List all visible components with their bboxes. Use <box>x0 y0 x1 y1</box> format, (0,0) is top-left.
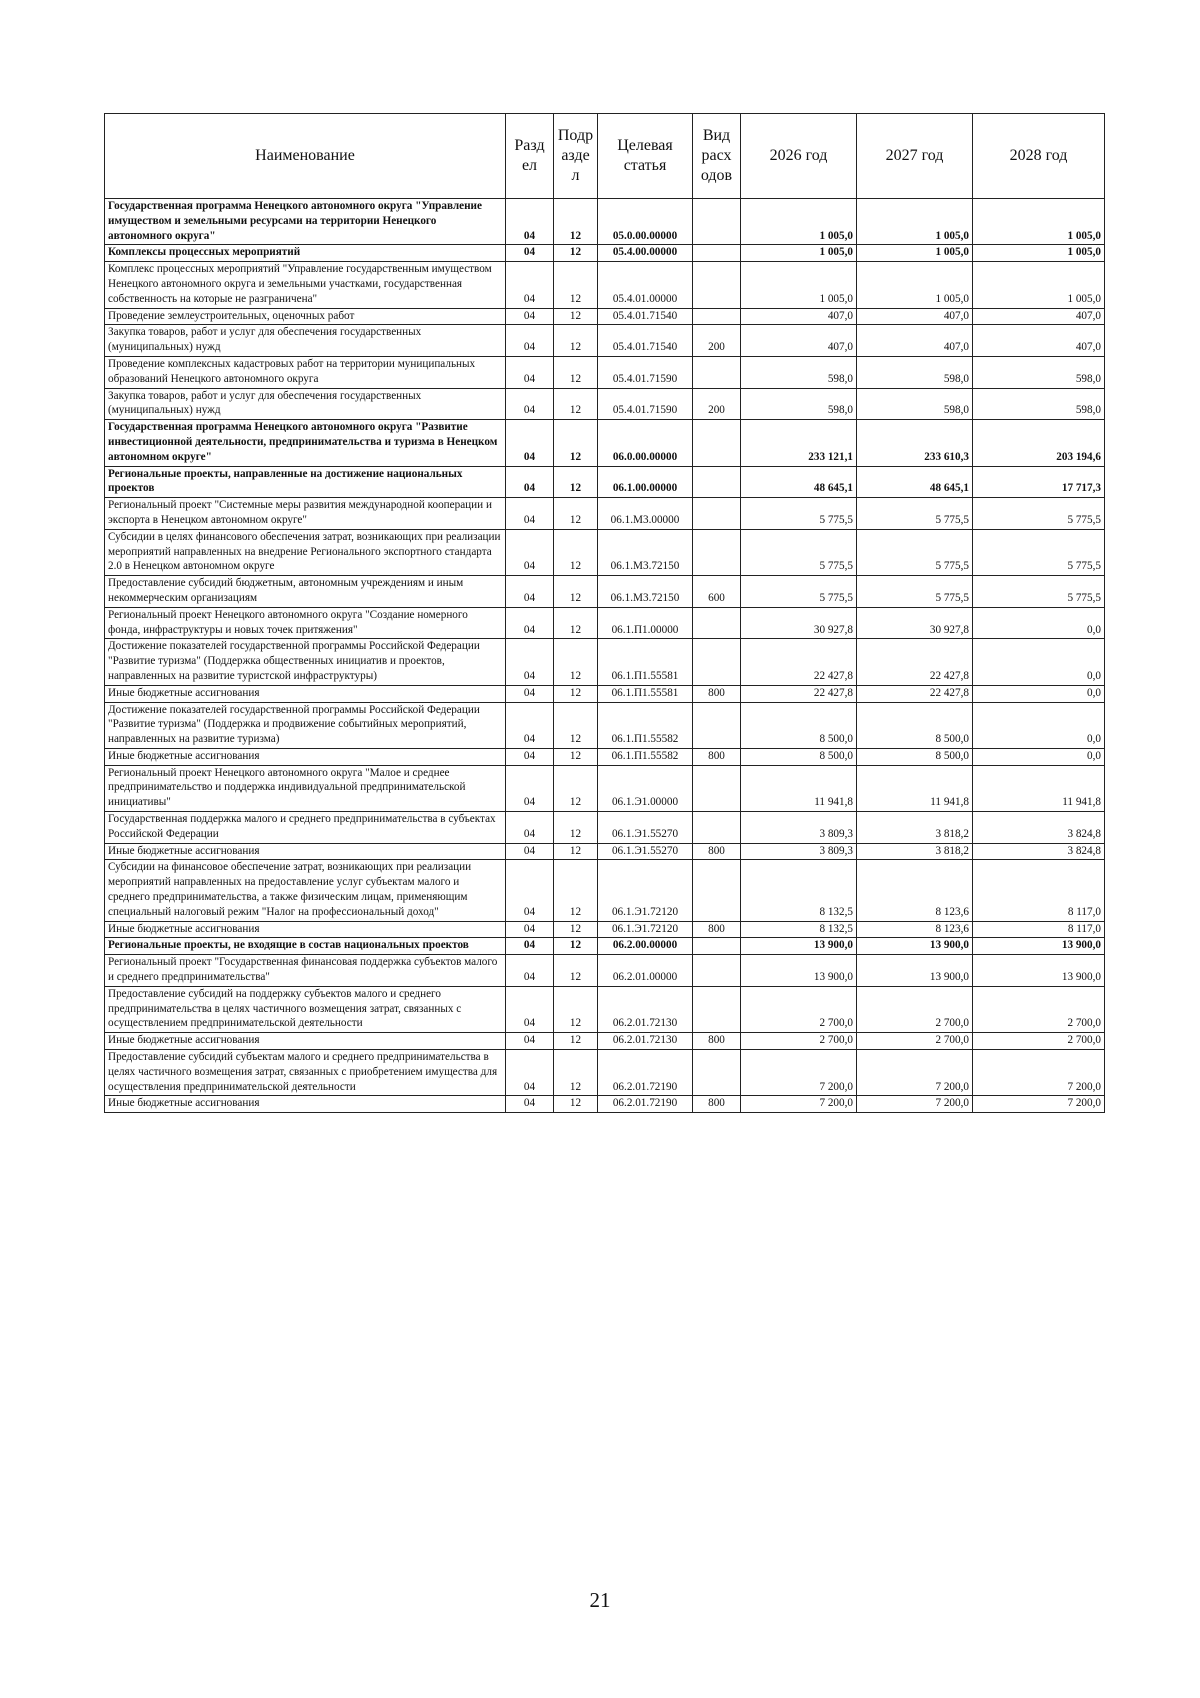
cell-amount-2027: 407,0 <box>857 325 973 357</box>
cell-amount-2027: 5 775,5 <box>857 529 973 575</box>
cell-name: Достижение показателей государственной программы Российской Федерации "Развитие туризма" (Поддержка общественных инициатив и проектов, направленных на развитие туристской инфраструктуры) <box>105 639 506 685</box>
table-body <box>105 199 1105 1113</box>
cell-amount-2027: 233 610,3 <box>857 420 973 466</box>
cell-amount-2028: 3 824,8 <box>973 843 1105 860</box>
cell-name: Комплексы процессных мероприятий <box>105 245 506 262</box>
cell-article: 06.2.01.00000 <box>598 955 693 987</box>
cell-amount-2026: 5 775,5 <box>741 576 857 608</box>
cell-amount-2028: 5 775,5 <box>973 576 1105 608</box>
cell-amount-2028: 2 700,0 <box>973 1033 1105 1050</box>
table-row <box>105 356 1105 388</box>
cell-amount-2026: 7 200,0 <box>741 1050 857 1096</box>
cell-subsection: 12 <box>554 529 598 575</box>
cell-article: 06.1.Э1.00000 <box>598 765 693 811</box>
cell-expense-type: 200 <box>693 325 741 357</box>
cell-section: 04 <box>506 843 554 860</box>
cell-amount-2026: 8 132,5 <box>741 921 857 938</box>
cell-amount-2027: 1 005,0 <box>857 262 973 308</box>
cell-amount-2028: 8 117,0 <box>973 921 1105 938</box>
cell-subsection: 12 <box>554 685 598 702</box>
cell-subsection: 12 <box>554 1050 598 1096</box>
cell-section: 04 <box>506 1096 554 1113</box>
cell-section: 04 <box>506 685 554 702</box>
cell-amount-2027: 13 900,0 <box>857 955 973 987</box>
cell-expense-type <box>693 245 741 262</box>
cell-section: 04 <box>506 765 554 811</box>
cell-name: Региональные проекты, направленные на достижение национальных проектов <box>105 466 506 498</box>
cell-amount-2027: 8 123,6 <box>857 921 973 938</box>
cell-amount-2027: 598,0 <box>857 388 973 420</box>
cell-amount-2027: 3 818,2 <box>857 843 973 860</box>
table-row <box>105 986 1105 1032</box>
cell-article: 05.4.00.00000 <box>598 245 693 262</box>
cell-expense-type <box>693 356 741 388</box>
cell-amount-2027: 22 427,8 <box>857 639 973 685</box>
cell-subsection: 12 <box>554 1096 598 1113</box>
cell-section: 04 <box>506 1033 554 1050</box>
table-row <box>105 245 1105 262</box>
cell-expense-type: 800 <box>693 843 741 860</box>
cell-amount-2028: 598,0 <box>973 356 1105 388</box>
cell-amount-2028: 0,0 <box>973 702 1105 748</box>
cell-name: Иные бюджетные ассигнования <box>105 1033 506 1050</box>
cell-section: 04 <box>506 325 554 357</box>
cell-name: Государственная программа Ненецкого автономного округа "Управление имуществом и земельными ресурсами на территории Ненецкого автономного округа" <box>105 199 506 245</box>
cell-amount-2027: 30 927,8 <box>857 607 973 639</box>
cell-amount-2027: 5 775,5 <box>857 498 973 530</box>
cell-expense-type <box>693 420 741 466</box>
page-number: 21 <box>589 1588 611 1612</box>
cell-article: 05.4.01.71590 <box>598 388 693 420</box>
cell-name: Проведение комплексных кадастровых работ на территории муниципальных образований Ненецкого автономного округа <box>105 356 506 388</box>
cell-amount-2028: 11 941,8 <box>973 765 1105 811</box>
cell-section: 04 <box>506 388 554 420</box>
cell-section: 04 <box>506 607 554 639</box>
header-subsection: Подр азде л <box>554 114 598 199</box>
cell-amount-2026: 22 427,8 <box>741 685 857 702</box>
cell-amount-2026: 1 005,0 <box>741 245 857 262</box>
cell-amount-2027: 598,0 <box>857 356 973 388</box>
cell-subsection: 12 <box>554 199 598 245</box>
cell-name: Предоставление субсидий субъектам малого и среднего предпринимательства в целях частичного возмещения затрат, связанных с приобретением имущества для осуществления предпринимательской деятельности <box>105 1050 506 1096</box>
cell-name: Комплекс процессных мероприятий "Управление государственным имуществом Ненецкого автономного округа и земельными участками, государственная собственность на которые не разграничена" <box>105 262 506 308</box>
cell-name: Субсидии в целях финансового обеспечения затрат, возникающих при реализации мероприятий направленных на внедрение Регионального экспортного стандарта 2.0 в Ненецком автономном округе <box>105 529 506 575</box>
cell-article: 06.2.01.72190 <box>598 1050 693 1096</box>
cell-section: 04 <box>506 986 554 1032</box>
cell-amount-2027: 8 500,0 <box>857 702 973 748</box>
cell-section: 04 <box>506 955 554 987</box>
cell-expense-type <box>693 1050 741 1096</box>
cell-subsection: 12 <box>554 860 598 921</box>
cell-amount-2027: 2 700,0 <box>857 986 973 1032</box>
cell-article: 06.1.Э1.55270 <box>598 812 693 844</box>
cell-section: 04 <box>506 420 554 466</box>
cell-expense-type <box>693 955 741 987</box>
table-row <box>105 812 1105 844</box>
table-row <box>105 199 1105 245</box>
cell-expense-type <box>693 702 741 748</box>
cell-name: Региональный проект Ненецкого автономного округа "Малое и среднее предпринимательство и поддержка индивидуальной предпринимательской инициативы" <box>105 765 506 811</box>
cell-expense-type: 800 <box>693 685 741 702</box>
cell-amount-2028: 8 117,0 <box>973 860 1105 921</box>
table-row <box>105 639 1105 685</box>
cell-amount-2028: 407,0 <box>973 325 1105 357</box>
cell-name: Предоставление субсидий на поддержку субъектов малого и среднего предпринимательства в целях частичного возмещения затрат, связанных с осуществлением предпринимательской деятельности <box>105 986 506 1032</box>
cell-name: Закупка товаров, работ и услуг для обеспечения государственных (муниципальных) нужд <box>105 325 506 357</box>
cell-section: 04 <box>506 576 554 608</box>
table-row <box>105 765 1105 811</box>
cell-article: 05.0.00.00000 <box>598 199 693 245</box>
cell-subsection: 12 <box>554 765 598 811</box>
table-row <box>105 498 1105 530</box>
cell-expense-type <box>693 765 741 811</box>
cell-amount-2026: 3 809,3 <box>741 812 857 844</box>
cell-expense-type: 200 <box>693 388 741 420</box>
cell-article: 06.2.01.72190 <box>598 1096 693 1113</box>
cell-section: 04 <box>506 199 554 245</box>
cell-amount-2026: 407,0 <box>741 308 857 325</box>
cell-amount-2028: 203 194,6 <box>973 420 1105 466</box>
table-row <box>105 325 1105 357</box>
cell-name: Субсидии на финансовое обеспечение затрат, возникающих при реализации мероприятий направленных на предоставление услуг субъектам малого и среднего предпринимательства, а также физическим лицам, применяющим специальный налоговый режим "Налог на профессиональный доход" <box>105 860 506 921</box>
cell-expense-type <box>693 639 741 685</box>
header-name: Наименование <box>105 114 506 199</box>
budget-table <box>104 113 1105 1113</box>
cell-amount-2027: 407,0 <box>857 308 973 325</box>
cell-section: 04 <box>506 1050 554 1096</box>
cell-article: 06.0.00.00000 <box>598 420 693 466</box>
table-row <box>105 955 1105 987</box>
cell-expense-type <box>693 262 741 308</box>
cell-name: Иные бюджетные ассигнования <box>105 1096 506 1113</box>
cell-amount-2028: 5 775,5 <box>973 529 1105 575</box>
cell-expense-type: 800 <box>693 1096 741 1113</box>
cell-name: Государственная поддержка малого и среднего предпринимательства в субъектах Российской Федерации <box>105 812 506 844</box>
cell-subsection: 12 <box>554 325 598 357</box>
cell-section: 04 <box>506 466 554 498</box>
cell-article: 06.1.Э1.55270 <box>598 843 693 860</box>
table-row <box>105 921 1105 938</box>
cell-amount-2026: 48 645,1 <box>741 466 857 498</box>
table-row <box>105 576 1105 608</box>
table-row <box>105 938 1105 955</box>
cell-amount-2026: 407,0 <box>741 325 857 357</box>
cell-section: 04 <box>506 262 554 308</box>
table-row <box>105 1033 1105 1050</box>
cell-amount-2027: 7 200,0 <box>857 1096 973 1113</box>
cell-name: Иные бюджетные ассигнования <box>105 685 506 702</box>
cell-name: Иные бюджетные ассигнования <box>105 921 506 938</box>
header-section: Разд ел <box>506 114 554 199</box>
cell-expense-type <box>693 812 741 844</box>
cell-amount-2028: 1 005,0 <box>973 199 1105 245</box>
cell-amount-2026: 598,0 <box>741 356 857 388</box>
table-row <box>105 843 1105 860</box>
cell-name: Региональные проекты, не входящие в состав национальных проектов <box>105 938 506 955</box>
cell-amount-2028: 7 200,0 <box>973 1096 1105 1113</box>
cell-expense-type: 600 <box>693 576 741 608</box>
cell-section: 04 <box>506 639 554 685</box>
cell-amount-2028: 13 900,0 <box>973 938 1105 955</box>
header-2027: 2027 год <box>857 114 973 199</box>
cell-amount-2028: 0,0 <box>973 607 1105 639</box>
cell-amount-2028: 13 900,0 <box>973 955 1105 987</box>
cell-subsection: 12 <box>554 812 598 844</box>
cell-article: 06.1.П1.55582 <box>598 702 693 748</box>
cell-article: 06.1.Э1.72120 <box>598 860 693 921</box>
cell-amount-2028: 7 200,0 <box>973 1050 1105 1096</box>
cell-amount-2028: 2 700,0 <box>973 986 1105 1032</box>
cell-subsection: 12 <box>554 466 598 498</box>
cell-amount-2028: 5 775,5 <box>973 498 1105 530</box>
table-header-row <box>105 114 1105 199</box>
cell-section: 04 <box>506 308 554 325</box>
cell-subsection: 12 <box>554 576 598 608</box>
cell-article: 06.2.01.72130 <box>598 986 693 1032</box>
table-row <box>105 466 1105 498</box>
cell-amount-2027: 1 005,0 <box>857 199 973 245</box>
cell-article: 06.1.П1.55581 <box>598 639 693 685</box>
cell-subsection: 12 <box>554 388 598 420</box>
cell-section: 04 <box>506 938 554 955</box>
cell-amount-2028: 0,0 <box>973 685 1105 702</box>
cell-amount-2026: 5 775,5 <box>741 529 857 575</box>
cell-name: Иные бюджетные ассигнования <box>105 748 506 765</box>
cell-subsection: 12 <box>554 607 598 639</box>
header-expense-type: Вид расх одов <box>693 114 741 199</box>
cell-article: 06.1.М3.72150 <box>598 576 693 608</box>
cell-amount-2026: 8 500,0 <box>741 748 857 765</box>
cell-name: Региональный проект Ненецкого автономного округа "Создание номерного фонда, инфраструктуры и новых точек притяжения" <box>105 607 506 639</box>
cell-article: 06.1.П1.55581 <box>598 685 693 702</box>
cell-name: Региональный проект "Государственная финансовая поддержка субъектов малого и среднего предпринимательства" <box>105 955 506 987</box>
cell-amount-2026: 8 500,0 <box>741 702 857 748</box>
cell-article: 05.4.01.71540 <box>598 308 693 325</box>
cell-name: Достижение показателей государственной программы Российской Федерации "Развитие туризма" (Поддержка и продвижение событийных мероприятий, направленных на развитие туризма) <box>105 702 506 748</box>
cell-amount-2026: 13 900,0 <box>741 938 857 955</box>
cell-expense-type: 800 <box>693 748 741 765</box>
cell-subsection: 12 <box>554 262 598 308</box>
table-row <box>105 388 1105 420</box>
table-row <box>105 685 1105 702</box>
cell-article: 06.2.01.72130 <box>598 1033 693 1050</box>
cell-amount-2027: 8 500,0 <box>857 748 973 765</box>
table-row <box>105 607 1105 639</box>
cell-name: Проведение землеустроительных, оценочных работ <box>105 308 506 325</box>
cell-subsection: 12 <box>554 1033 598 1050</box>
cell-article: 06.2.00.00000 <box>598 938 693 955</box>
cell-subsection: 12 <box>554 245 598 262</box>
cell-section: 04 <box>506 498 554 530</box>
cell-amount-2028: 598,0 <box>973 388 1105 420</box>
cell-subsection: 12 <box>554 938 598 955</box>
cell-section: 04 <box>506 860 554 921</box>
cell-expense-type <box>693 199 741 245</box>
cell-subsection: 12 <box>554 748 598 765</box>
cell-section: 04 <box>506 921 554 938</box>
cell-expense-type <box>693 466 741 498</box>
cell-section: 04 <box>506 529 554 575</box>
cell-amount-2027: 1 005,0 <box>857 245 973 262</box>
cell-amount-2026: 8 132,5 <box>741 860 857 921</box>
cell-amount-2027: 5 775,5 <box>857 576 973 608</box>
cell-amount-2027: 2 700,0 <box>857 1033 973 1050</box>
header-2028: 2028 год <box>973 114 1105 199</box>
cell-name: Предоставление субсидий бюджетным, автономным учреждениям и иным некоммерческим организациям <box>105 576 506 608</box>
cell-expense-type <box>693 607 741 639</box>
cell-article: 06.1.М3.72150 <box>598 529 693 575</box>
table-row <box>105 860 1105 921</box>
header-article: Целевая статья <box>598 114 693 199</box>
cell-expense-type: 800 <box>693 1033 741 1050</box>
table-row <box>105 308 1105 325</box>
table-row <box>105 1050 1105 1096</box>
cell-article: 06.1.00.00000 <box>598 466 693 498</box>
cell-amount-2026: 233 121,1 <box>741 420 857 466</box>
cell-amount-2026: 7 200,0 <box>741 1096 857 1113</box>
cell-amount-2028: 1 005,0 <box>973 245 1105 262</box>
cell-expense-type <box>693 860 741 921</box>
cell-amount-2026: 2 700,0 <box>741 986 857 1032</box>
cell-amount-2027: 22 427,8 <box>857 685 973 702</box>
cell-amount-2028: 407,0 <box>973 308 1105 325</box>
cell-amount-2026: 1 005,0 <box>741 199 857 245</box>
cell-amount-2027: 13 900,0 <box>857 938 973 955</box>
cell-article: 06.1.П1.55582 <box>598 748 693 765</box>
cell-amount-2026: 30 927,8 <box>741 607 857 639</box>
cell-amount-2026: 11 941,8 <box>741 765 857 811</box>
cell-expense-type <box>693 986 741 1032</box>
cell-name: Региональный проект "Системные меры развития международной кооперации и экспорта в Ненецком автономном округе" <box>105 498 506 530</box>
cell-expense-type <box>693 529 741 575</box>
cell-amount-2026: 5 775,5 <box>741 498 857 530</box>
table-row <box>105 702 1105 748</box>
table-row <box>105 748 1105 765</box>
cell-amount-2028: 17 717,3 <box>973 466 1105 498</box>
cell-amount-2028: 0,0 <box>973 748 1105 765</box>
cell-subsection: 12 <box>554 420 598 466</box>
table-row <box>105 1096 1105 1113</box>
cell-article: 05.4.01.71590 <box>598 356 693 388</box>
table-row <box>105 262 1105 308</box>
cell-subsection: 12 <box>554 356 598 388</box>
cell-amount-2026: 3 809,3 <box>741 843 857 860</box>
cell-amount-2027: 8 123,6 <box>857 860 973 921</box>
cell-subsection: 12 <box>554 921 598 938</box>
cell-amount-2027: 7 200,0 <box>857 1050 973 1096</box>
cell-amount-2026: 2 700,0 <box>741 1033 857 1050</box>
header-2026: 2026 год <box>741 114 857 199</box>
cell-subsection: 12 <box>554 498 598 530</box>
cell-section: 04 <box>506 748 554 765</box>
cell-expense-type <box>693 938 741 955</box>
cell-amount-2026: 598,0 <box>741 388 857 420</box>
table-row <box>105 420 1105 466</box>
cell-name: Государственная программа Ненецкого автономного округа "Развитие инвестиционной деятельности, предпринимательства и туризма в Ненецком автономном округе" <box>105 420 506 466</box>
cell-article: 05.4.01.00000 <box>598 262 693 308</box>
cell-amount-2027: 3 818,2 <box>857 812 973 844</box>
cell-subsection: 12 <box>554 986 598 1032</box>
cell-name: Закупка товаров, работ и услуг для обеспечения государственных (муниципальных) нужд <box>105 388 506 420</box>
cell-amount-2026: 1 005,0 <box>741 262 857 308</box>
cell-subsection: 12 <box>554 843 598 860</box>
cell-subsection: 12 <box>554 308 598 325</box>
cell-section: 04 <box>506 812 554 844</box>
cell-subsection: 12 <box>554 955 598 987</box>
cell-expense-type: 800 <box>693 921 741 938</box>
cell-amount-2026: 13 900,0 <box>741 955 857 987</box>
cell-amount-2026: 22 427,8 <box>741 639 857 685</box>
cell-article: 06.1.Э1.72120 <box>598 921 693 938</box>
cell-section: 04 <box>506 356 554 388</box>
cell-name: Иные бюджетные ассигнования <box>105 843 506 860</box>
cell-section: 04 <box>506 245 554 262</box>
cell-expense-type <box>693 308 741 325</box>
cell-subsection: 12 <box>554 639 598 685</box>
cell-subsection: 12 <box>554 702 598 748</box>
cell-article: 05.4.01.71540 <box>598 325 693 357</box>
cell-article: 06.1.П1.00000 <box>598 607 693 639</box>
cell-section: 04 <box>506 702 554 748</box>
cell-article: 06.1.М3.00000 <box>598 498 693 530</box>
cell-amount-2027: 11 941,8 <box>857 765 973 811</box>
cell-amount-2028: 0,0 <box>973 639 1105 685</box>
cell-amount-2028: 3 824,8 <box>973 812 1105 844</box>
table-row <box>105 529 1105 575</box>
cell-amount-2028: 1 005,0 <box>973 262 1105 308</box>
cell-amount-2027: 48 645,1 <box>857 466 973 498</box>
cell-expense-type <box>693 498 741 530</box>
